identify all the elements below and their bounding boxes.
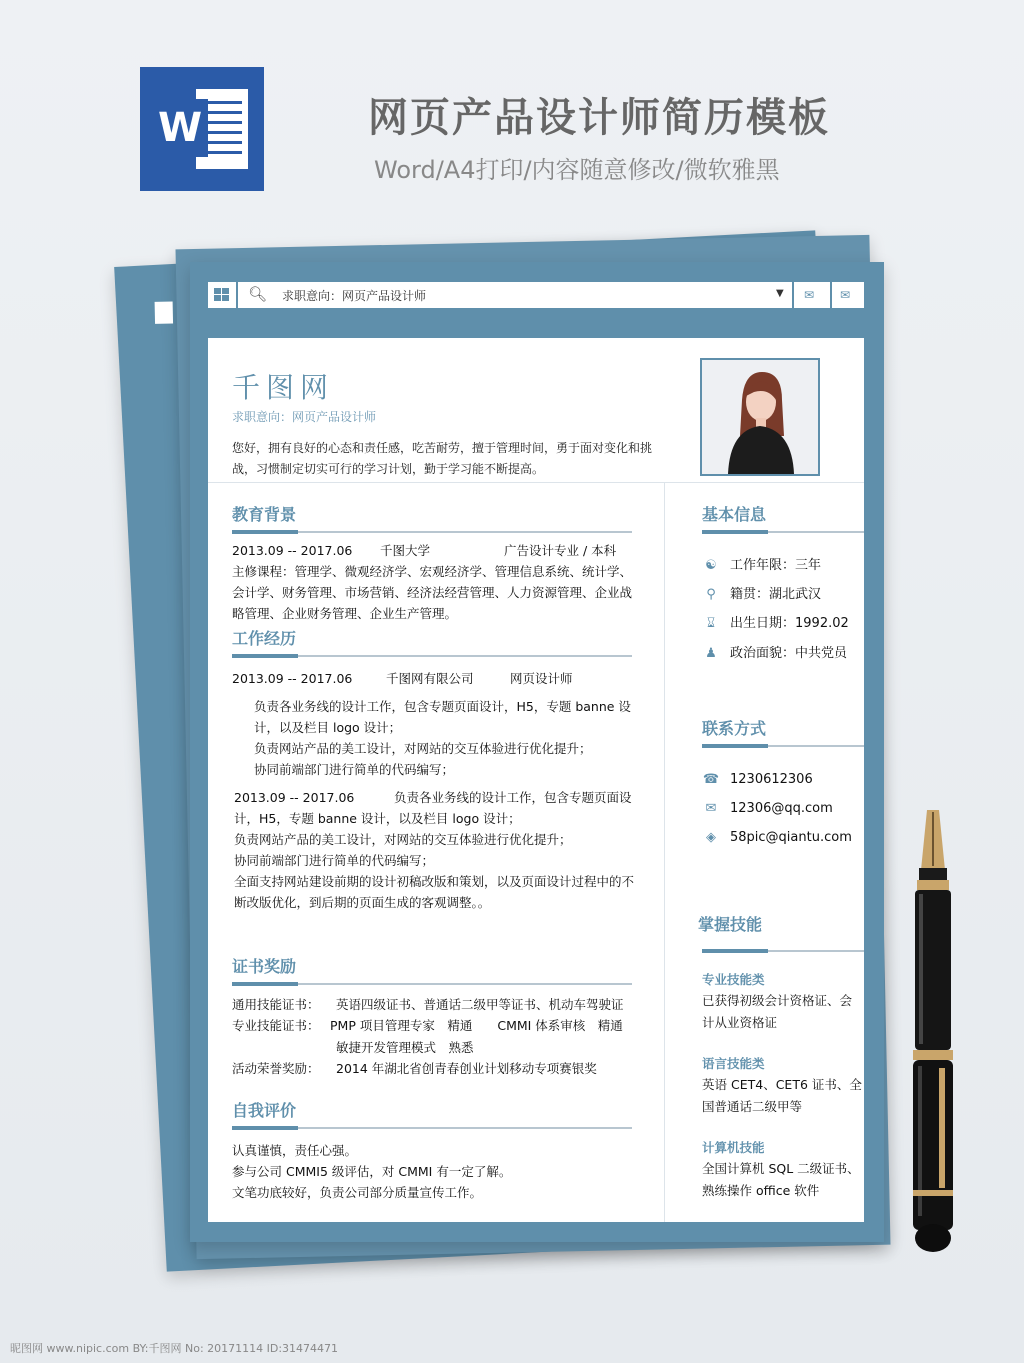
word-line: [202, 101, 242, 104]
contact-email-text: 12306@qq.com: [730, 801, 833, 816]
word-line: [202, 131, 242, 134]
cert-value-honor: 2014 年湖北省创青春创业计划移动专项赛银奖: [336, 1061, 597, 1076]
job1-role: 网页设计师: [510, 671, 573, 686]
person-icon: ♟: [705, 646, 717, 661]
divider: [208, 482, 864, 483]
job2-desc-3: 全面支持网站建设前期的设计初稿改版和策划，以及页面设计过程中的不断改版优化，到后期的页面生成的客观调整。。: [234, 874, 635, 910]
job2-desc-1: 负责网站产品的美工设计，对网站的交互体验进行优化提升；: [234, 832, 572, 847]
section-rule: [232, 983, 632, 985]
cert-value-general: 英语四级证书、普通话二级甲等证书、机动车驾驶证: [336, 997, 624, 1012]
contact-email: [702, 801, 833, 816]
briefcase-icon: ☯: [705, 558, 717, 573]
skill-category: 计算机技能: [702, 1140, 765, 1155]
contact-phone: [702, 772, 813, 787]
edu-courses: 主修课程：管理学、微观经济学、宏观经济学、管理信息系统、统计学、会计学、财务管理、市场营销、经济法经营管理、人力资源管理、企业战略管理、企业财务管理、企业生产管理。: [232, 564, 633, 621]
section-title-certs: 证书奖励: [232, 957, 297, 976]
toolbar-divider: [830, 282, 832, 308]
section-title-self-eval: 自我评价: [232, 1101, 297, 1120]
profile-photo: [700, 358, 820, 476]
job2-text: 负责各业务线的设计工作，包含专题页面设计，H5，专题 banne 设计，以及栏目 logo 设计；: [234, 790, 632, 826]
skill-category: 语言技能类: [702, 1056, 765, 1071]
contact-phone-text: 1230612306: [730, 772, 813, 787]
resume-toolbar: [208, 282, 864, 308]
info-political: [702, 642, 847, 661]
self-eval-line: 文笔功底较好，负责公司部分质量宣传工作。: [232, 1185, 483, 1200]
search-icon[interactable]: 🔍︎: [248, 285, 268, 303]
word-line: [202, 111, 242, 114]
chevron-down-icon[interactable]: ▼: [776, 288, 784, 299]
edu-major: 广告设计专业 / 本科: [504, 543, 617, 558]
resume-name: 千图网: [232, 371, 335, 404]
skill-text: 英语 CET4、CET6 证书、全国普通话二级甲等: [702, 1077, 862, 1114]
edu-date: 2013.09 -- 2017.06: [232, 543, 353, 558]
info-work-years: [702, 554, 821, 573]
watermark: 昵图网 www.nipic.com BY:千图网 No: 20171114 ID:31474471: [10, 1342, 339, 1355]
section-rule: [702, 745, 864, 747]
resume-sheet: [190, 262, 884, 1242]
email-icon: ✉: [705, 801, 717, 816]
job2-date: 2013.09 -- 2017.06: [234, 790, 355, 805]
section-rule: [702, 950, 864, 952]
job1-desc-2: 负责网站产品的美工设计，对网站的交互体验进行优化提升；: [254, 741, 592, 756]
chat-icon: ◈: [706, 830, 716, 845]
job1-date: 2013.09 -- 2017.06: [232, 671, 353, 686]
mail-open-icon[interactable]: ✉: [840, 288, 851, 302]
mail-icon[interactable]: ✉: [804, 288, 815, 302]
section-title-contact: 联系方式: [702, 719, 767, 738]
contact-other-text: 58pic@qiantu.com: [730, 830, 852, 845]
fountain-pen-illustration: [905, 810, 961, 1260]
info-work-years-text: 工作年限：三年: [730, 558, 822, 573]
toolbar-divider: [792, 282, 794, 308]
portrait-illustration: [702, 360, 818, 474]
resume-content: [208, 338, 864, 1222]
skill-category: 专业技能类: [702, 972, 765, 987]
hourglass-icon: ⌛︎: [706, 616, 716, 631]
info-birthday-text: 出生日期：1992.02: [730, 616, 849, 631]
skill-text: 已获得初级会计资格证、会计从业资格证: [702, 993, 853, 1030]
phone-icon: ☎: [702, 772, 720, 787]
cert-value-professional-2: 敏捷开发管理模式 熟悉: [336, 1040, 474, 1055]
self-eval-line: 参与公司 CMMI5 级评估，对 CMMI 有一定了解。: [232, 1164, 512, 1179]
skill-text: 全国计算机 SQL 二级证书、熟练操作 office 软件: [702, 1161, 860, 1198]
location-pin-icon: ⚲: [706, 587, 716, 602]
column-divider: [664, 482, 665, 1222]
self-eval-line: 认真谨慎，责任心强。: [232, 1143, 358, 1158]
page-title: 网页产品设计师简历模板: [368, 95, 830, 141]
section-rule: [232, 1127, 632, 1129]
section-rule: [232, 531, 632, 533]
search-input[interactable]: 求职意向：网页产品设计师: [282, 289, 427, 303]
cert-label-professional: 专业技能证书：: [232, 1018, 320, 1033]
job-intent: 求职意向：网页产品设计师: [232, 410, 377, 424]
cert-value-professional: PMP 项目管理专家 精通 CMMI 体系审核 精通: [330, 1018, 623, 1033]
job1-company: 千图网有限公司: [386, 671, 474, 686]
word-logo: [140, 67, 264, 191]
section-title-education: 教育背景: [232, 505, 297, 524]
job1-desc-1: 负责各业务线的设计工作，包含专题页面设计，H5，专题 banne 设计，以及栏目 logo 设计；: [254, 699, 631, 735]
section-title-skills: 掌握技能: [698, 915, 763, 934]
info-political-text: 政治面貌：中共党员: [730, 646, 848, 661]
windows-icon[interactable]: [214, 288, 230, 302]
job1-desc-3: 协同前端部门进行简单的代码编写；: [254, 762, 455, 777]
page-subtitle: Word/A4打印/内容随意修改/微软雅黑: [374, 156, 780, 184]
word-line: [202, 151, 242, 154]
job2-desc-2: 协同前端部门进行简单的代码编写；: [234, 853, 435, 868]
profile-summary: 您好，拥有良好的心态和责任感，吃苦耐劳，擅于管理时间，勇于面对变化和挑战，习惯制定切实可行的学习计划，勤于学习能不断提高。: [232, 441, 653, 476]
section-rule: [702, 531, 864, 533]
edu-school: 千图大学: [380, 543, 431, 558]
back-sheet-toolbar: [155, 301, 173, 323]
info-hometown: [702, 583, 821, 602]
info-birthday: [702, 612, 849, 631]
cert-label-honor: 活动荣誉奖励：: [232, 1061, 320, 1076]
word-line: [202, 141, 242, 144]
cert-label-general: 通用技能证书：: [232, 997, 320, 1012]
contact-other: [702, 830, 852, 845]
section-title-basic-info: 基本信息: [702, 505, 767, 524]
info-hometown-text: 籍贯：湖北武汉: [730, 587, 822, 602]
section-rule: [232, 655, 632, 657]
word-letter: W: [152, 99, 208, 157]
word-line: [202, 121, 242, 124]
section-title-work: 工作经历: [232, 629, 297, 648]
toolbar-divider: [236, 282, 238, 308]
